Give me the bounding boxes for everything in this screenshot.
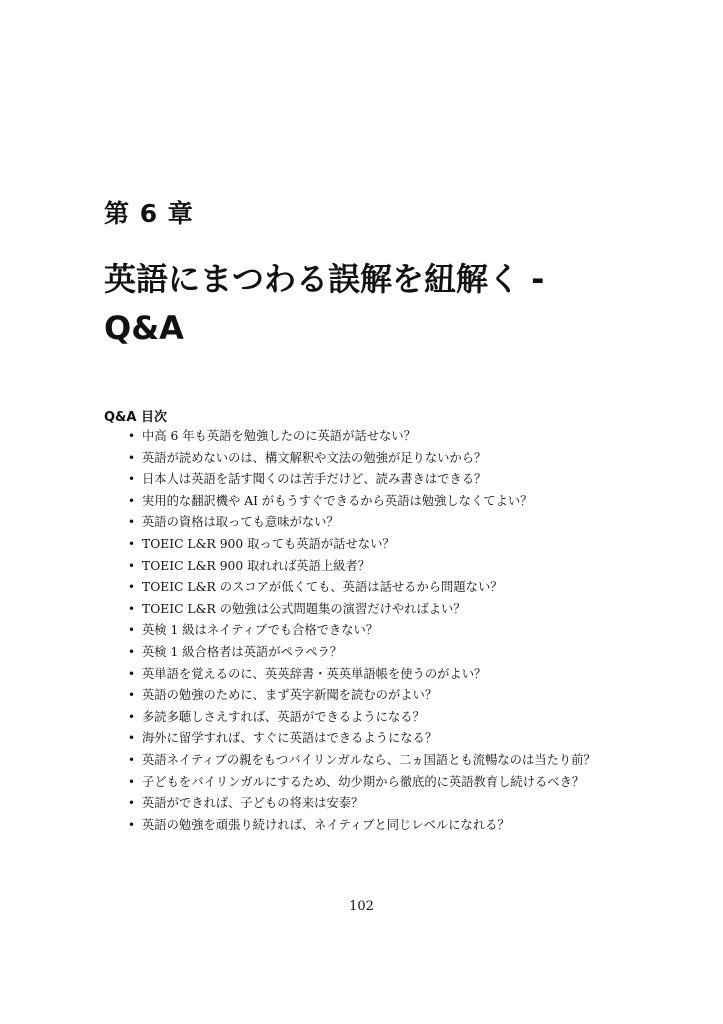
bullet-icon: • bbox=[128, 817, 136, 832]
toc-item bbox=[124, 664, 714, 686]
toc-item bbox=[124, 577, 714, 599]
toc-item bbox=[124, 815, 714, 837]
toc-item-text: TOEIC L&R 900 取っても英語が話せない？ bbox=[142, 536, 395, 551]
toc-item-text: 実用的な翻訳機や AI がもうすぐできるから英語は勉強しなくてよい？ bbox=[142, 493, 533, 508]
bullet-icon: • bbox=[128, 623, 136, 638]
bullet-icon: • bbox=[128, 536, 136, 551]
toc-item-text: 英語の資格は取っても意味がない？ bbox=[142, 515, 339, 530]
bullet-icon: • bbox=[128, 774, 136, 789]
toc-item-text: 英単語を覚えるのに、英英辞書・英英単語帳を使うのがよい？ bbox=[142, 666, 487, 681]
toc-item bbox=[124, 426, 714, 448]
bullet-icon: • bbox=[128, 580, 136, 595]
toc-item bbox=[124, 491, 714, 513]
toc-item bbox=[124, 685, 714, 707]
toc-item-text: 日本人は英語を話す聞くのは苦手だけど、読み書きはできる？ bbox=[142, 472, 487, 487]
toc-item bbox=[124, 772, 714, 794]
toc-item-text: 海外に留学すれば、すぐに英語はできるようになる？ bbox=[142, 731, 438, 746]
toc-item bbox=[124, 469, 714, 491]
bullet-icon: • bbox=[128, 796, 136, 811]
toc-item bbox=[124, 642, 714, 664]
toc-item bbox=[124, 793, 714, 815]
toc-list bbox=[124, 426, 714, 836]
toc-item bbox=[124, 728, 714, 750]
bullet-icon: • bbox=[128, 429, 136, 443]
chapter-label: 第 6 章 bbox=[104, 199, 194, 228]
toc-item-text: TOEIC L&R の勉強は公式問題集の演習だけやればよい？ bbox=[142, 601, 466, 616]
bullet-icon: • bbox=[128, 666, 136, 681]
bullet-icon: • bbox=[128, 688, 136, 703]
toc-heading: Q&A 目次 bbox=[104, 410, 167, 425]
toc-item-text: 英語ができれば、子どもの将来は安泰？ bbox=[142, 796, 364, 811]
page-number: 102 bbox=[349, 899, 374, 914]
bullet-icon: • bbox=[128, 644, 136, 659]
bullet-icon: • bbox=[128, 558, 136, 573]
bullet-icon: • bbox=[128, 472, 136, 487]
toc-item-text: 英検 1 級はネイティブでも合格できない？ bbox=[142, 623, 379, 638]
bullet-icon: • bbox=[128, 731, 136, 746]
chapter-title-line-1: 英語にまつわる誤解を紐解く - bbox=[104, 260, 545, 298]
toc-item bbox=[124, 750, 714, 772]
toc-item-text: TOEIC L&R のスコアが低くても、英語は話せるから問題ない？ bbox=[142, 580, 503, 595]
toc-item-text: 英語の勉強を頑張り続ければ、ネイティブと同じレベルになれる？ bbox=[142, 817, 510, 832]
toc-item-text: 英語が読めないのは、構文解釈や文法の勉強が足りないから？ bbox=[142, 450, 487, 465]
toc-item-text: 英語の勉強のために、まず英字新聞を読むのがよい？ bbox=[142, 688, 438, 703]
chapter-title bbox=[104, 255, 604, 353]
toc-item bbox=[124, 620, 714, 642]
chapter-title-line-2: Q&A bbox=[104, 309, 184, 347]
bullet-icon: • bbox=[128, 493, 136, 508]
toc-item-text: 子どもをバイリンガルにするため、幼少期から徹底的に英語教育し続けるべき？ bbox=[142, 774, 585, 789]
toc-item-text: 英検 1 級合格者は英語がペラペラ？ bbox=[142, 644, 343, 659]
bullet-icon: • bbox=[128, 752, 136, 767]
toc-item bbox=[124, 556, 714, 578]
bullet-icon: • bbox=[128, 709, 136, 724]
bullet-icon: • bbox=[128, 515, 136, 530]
toc-item bbox=[124, 599, 714, 621]
toc-item-text: 英語ネイティブの親をもつバイリンガルなら、二ヵ国語とも流暢なのは当たり前？ bbox=[142, 752, 596, 767]
bullet-icon: • bbox=[128, 601, 136, 616]
bullet-icon: • bbox=[128, 450, 136, 465]
toc-item-text: 多読多聴しさえすれば、英語ができるようになる？ bbox=[142, 709, 425, 724]
toc-item-text: 中高 6 年も英語を勉強したのに英語が話せない？ bbox=[142, 429, 416, 443]
toc-item bbox=[124, 512, 714, 534]
toc-item-text: TOEIC L&R 900 取れれば英語上級者？ bbox=[142, 558, 371, 573]
toc-item bbox=[124, 448, 714, 470]
toc-item bbox=[124, 707, 714, 729]
toc-item bbox=[124, 534, 714, 556]
